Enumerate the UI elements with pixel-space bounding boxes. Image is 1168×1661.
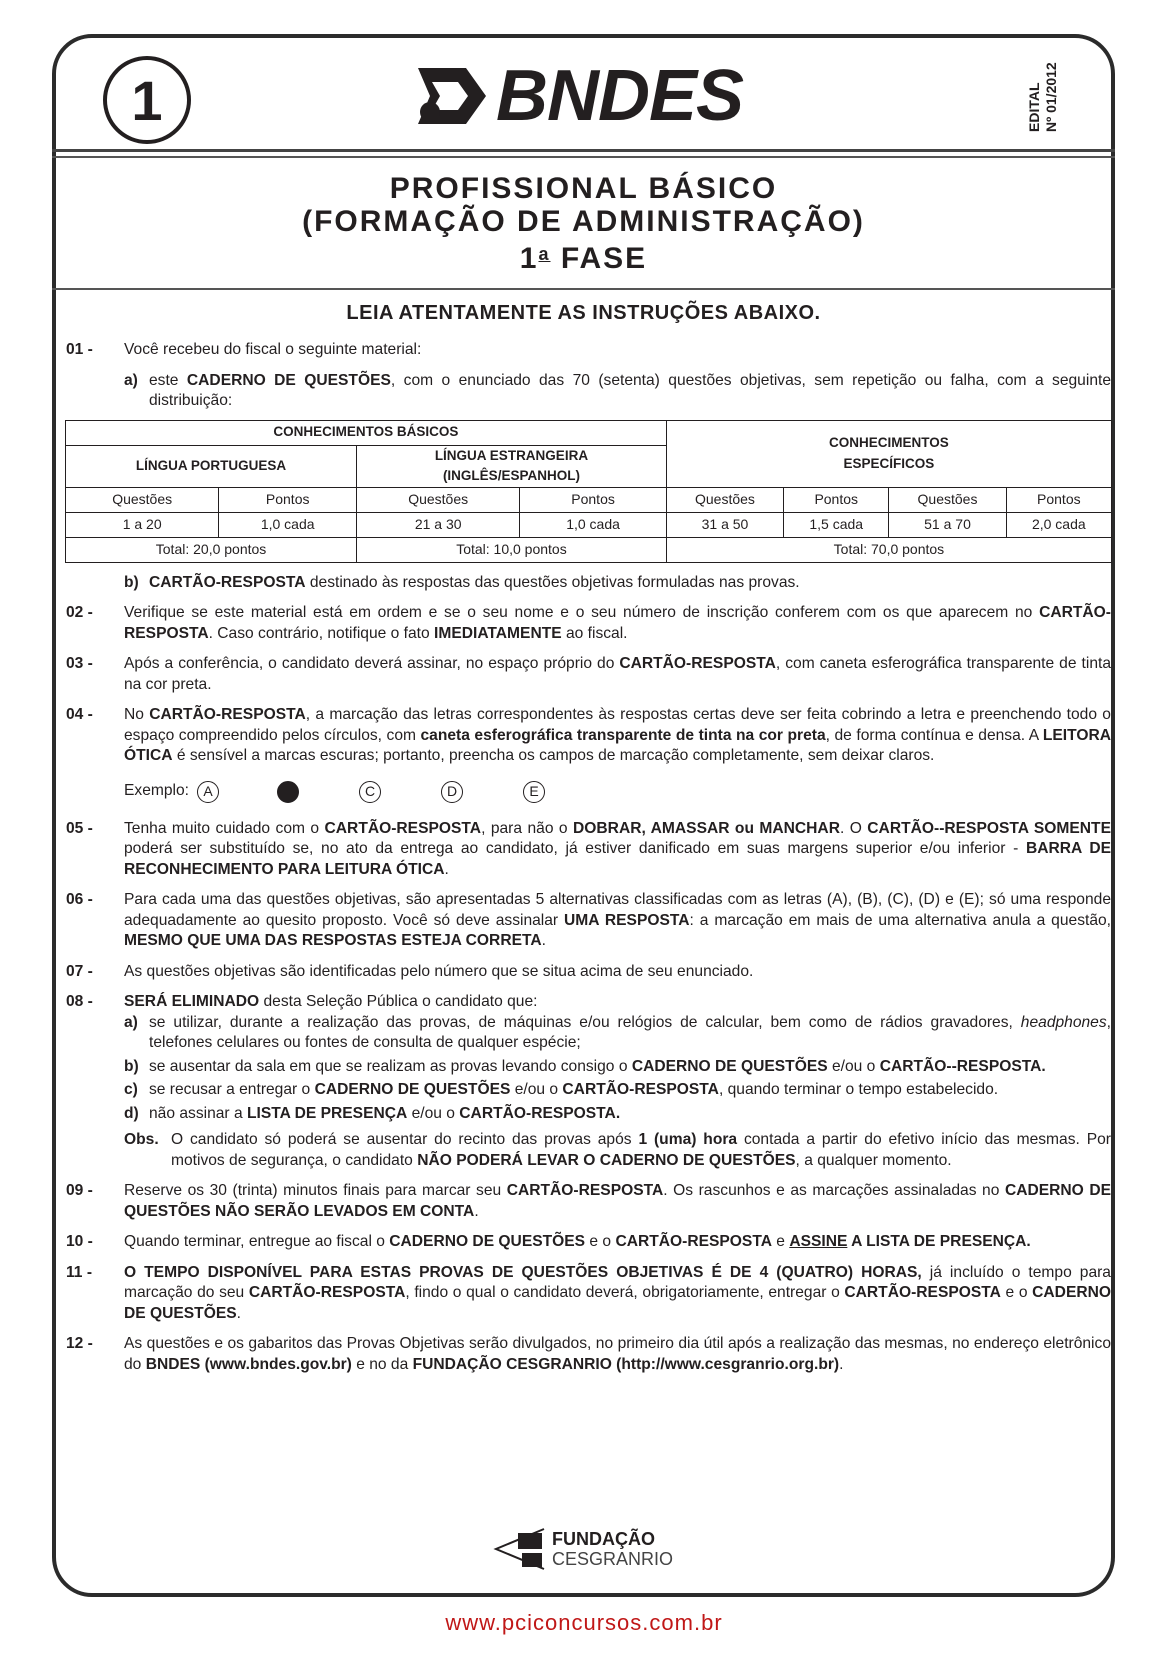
table-header-estrangeira: LÍNGUA ESTRANGEIRA (INGLÊS/ESPANHOL): [357, 445, 667, 487]
bndes-logo-mark-icon: [418, 60, 486, 132]
title-line1: PROFISSIONAL BÁSICO: [389, 172, 778, 205]
instruction-09: 09 - Reserve os 30 (trinta) minutos finais para marcar seu CARTÃO-RESPOSTA. Os rascunhos e as marcações assinaladas no CADERNO DE QUESTÕES NÃO SERÃO LEVADOS EM CONTA.: [66, 1182, 1111, 1220]
bndes-logo-text: BNDES: [496, 56, 744, 136]
instruction-10: 10 - Quando terminar, entregue ao fiscal o CADERNO DE QUESTÕES e o CARTÃO-RESPOSTA e ASSINE A LISTA DE PRESENÇA.: [66, 1233, 1031, 1250]
bubble-a: A: [197, 781, 219, 803]
header-divider-thin: [52, 156, 1115, 158]
instruction-08: 08 - SERÁ ELIMINADO desta Seleção Pública o candidato que:: [66, 993, 538, 1010]
instruction-02: 02 - Verifique se este material está em ordem e se o seu nome e o seu número de inscrição conferem com os que aparecem no CARTÃO-RESPOSTA. Caso contrário, notifique o fato IMEDIATAMENTE ao fiscal.: [66, 604, 1111, 642]
instruction-01a: a) este CADERNO DE QUESTÕES, com o enunciado das 70 (setenta) questões objetivas, sem repetição ou falha, com a seguinte distribuição:: [124, 371, 1111, 409]
title-divider: [52, 288, 1115, 290]
bubble-c: C: [359, 781, 381, 803]
title-line2: (FORMAÇÃO DE ADMINISTRAÇÃO): [302, 205, 865, 238]
marking-example: [124, 781, 1111, 803]
title-line3: 1$^a$ FASE: [519, 242, 648, 275]
bubble-e: E: [523, 781, 545, 803]
instruction-08-obs: Obs. O candidato só poderá se ausentar do recinto das provas após 1 (uma) hora contada a partir do efetivo início das mesmas. Por motivos de segurança, o candidato NÃO PODERÁ LEVAR O CADERNO DE QUESTÕES, a qualquer momento.: [124, 1131, 1111, 1169]
instruction-04: 04 - No CARTÃO-RESPOSTA, a marcação das letras correspondentes às respostas certas deve ser feita cobrindo a letra e preenchendo todo o espaço compreendido pelos círculos, com caneta esferográfica transparente de tinta na cor preta, de forma contínua e densa. A LEITORA ÓTICA é sensível a marcas escuras; portanto, preencha os campos de marcação completamente, sem deixar claros.: [66, 706, 1111, 764]
cesgranrio-logo: [492, 1527, 673, 1571]
header-divider: [52, 149, 1115, 152]
foundation-line2: CESGRANRIO: [552, 1549, 674, 1569]
instructions-heading: LEIA ATENTAMENTE AS INSTRUÇÕES ABAIXO.: [346, 302, 821, 324]
instruction-11: 11 - O TEMPO DISPONÍVEL PARA ESTAS PROVAS DE QUESTÕES OBJETIVAS É DE 4 (QUATRO) HORAS, já incluído o tempo para marcação do seu CARTÃO-RESPOSTA, findo o qual o candidato deverá, obrigatoriamente, entregar o CARTÃO-RESPOSTA e o CADERNO DE QUESTÕES.: [66, 1263, 1111, 1322]
instruction-08c: c) se recusar a entregar o CADERNO DE QUESTÕES e/ou o CARTÃO-RESPOSTA, quando terminar o tempo estabelecido.: [124, 1081, 999, 1098]
footer-url[interactable]: www.pciconcursos.com.br: [445, 1610, 723, 1635]
edital-line1: EDITAL: [1026, 82, 1042, 132]
instruction-03: 03 - Após a conferência, o candidato deverá assinar, no espaço próprio do CARTÃO-RESPOSTA, com caneta esferográfica transparente de tinta na cor preta.: [66, 655, 1111, 693]
cesgranrio-arrow-icon: [492, 1527, 546, 1571]
table-row-totals: Total: 20,0 pontos Total: 10,0 pontos Total: 70,0 pontos: [66, 537, 1112, 562]
bndes-logo: [418, 55, 743, 137]
instruction-07: 07 - As questões objetivas são identificadas pelo número que se situa acima de seu enunciado.: [66, 962, 754, 980]
booklet-number-badge: [103, 56, 191, 144]
distribution-table: [65, 420, 1112, 563]
edital-label: [1026, 22, 1060, 132]
table-header-basicos: CONHECIMENTOS BÁSICOS: [66, 420, 667, 445]
instruction-08d: d) não assinar a LISTA DE PRESENÇA e/ou o CARTÃO-RESPOSTA.: [124, 1104, 621, 1122]
instruction-06: 06 - Para cada uma das questões objetivas, são apresentadas 5 alternativas classificadas com as letras (A), (B), (C), (D) e (E); só uma responde adequadamente ao quesito proposto. Você só deve assinalar UMA RESPOSTA: a marcação em mais de uma alternativa anula a questão, MESMO QUE UMA DAS RESPOSTAS ESTEJA CORRETA.: [66, 891, 1111, 949]
bubble-d: D: [441, 781, 463, 803]
instruction-08b: b) se ausentar da sala em que se realizam as provas levando consigo o CADERNO DE QUESTÕES e/ou o CARTÃO--RESPOSTA.: [124, 1057, 1046, 1075]
instruction-12: 12 - As questões e os gabaritos das Provas Objetivas serão divulgados, no primeiro dia útil após a realização das mesmas, no endereço eletrônico do BNDES (www.bndes.gov.br) e no da FUNDAÇÃO CESGRANRIO (http://www.cesgranrio.org.br).: [66, 1335, 1111, 1373]
example-label: Exemplo:: [124, 782, 190, 800]
table-header-especificos: CONHECIMENTOS ESPECÍFICOS: [666, 420, 1111, 487]
edital-line2: Nº 01/2012: [1043, 62, 1059, 132]
table-row-values: 1 a 20 1,0 cada 21 a 30 1,0 cada 31 a 50 1,5 cada 51 a 70 2,0 cada: [66, 512, 1112, 537]
instructions-body: [66, 340, 1111, 1385]
instruction-01b: b) CARTÃO-RESPOSTA destinado às respostas das questões objetivas formuladas nas provas.: [124, 573, 800, 591]
instruction-01: 01 - Você recebeu do fiscal o seguinte material:: [66, 341, 422, 358]
table-row-labels: Questões Pontos Questões Pontos Questões Pontos Questões Pontos: [66, 487, 1112, 512]
instruction-05: 05 - Tenha muito cuidado com o CARTÃO-RESPOSTA, para não o DOBRAR, AMASSAR ou MANCHAR. O CARTÃO--RESPOSTA SOMENTE poderá ser substituído se, no ato da entrega ao candidato, já estiver danificado em suas margens superior e/ou inferior - BARRA DE RECONHECIMENTO PARA LEITURA ÓTICA.: [66, 819, 1111, 878]
page-title: [52, 172, 1115, 275]
booklet-number: 1: [131, 68, 163, 132]
table-header-portuguesa: LÍNGUA PORTUGUESA: [66, 445, 357, 487]
bubble-b-filled: [277, 781, 299, 803]
instruction-08a: a) se utilizar, durante a realização das provas, de máquinas e/ou relógios de calcular, bem como de rádios gravadores, headphones, telefones celulares ou fontes de consulta de qualquer espécie;: [124, 1013, 1111, 1051]
foundation-line1: FUNDAÇÃO: [552, 1529, 655, 1549]
